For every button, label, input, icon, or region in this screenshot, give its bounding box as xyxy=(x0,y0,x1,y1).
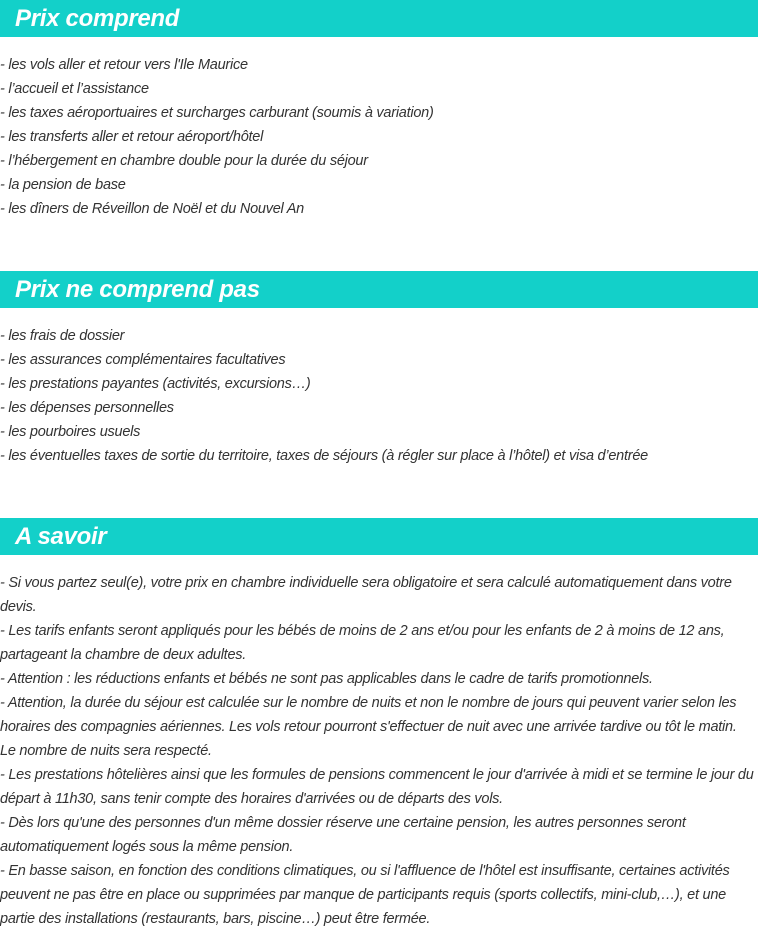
list-item: - la pension de base xyxy=(0,177,126,193)
list-item: - En basse saison, en fonction des conditions climatiques, ou si l'affluence de l'hôtel est insuffisante, certaines activités peuvent ne pas être en place ou supprimées par manque de participants requis (sports collectifs, mini-club,…), et une partie des installations (restaurants, bars, piscine…) peut être fermée. xyxy=(0,863,730,927)
list-item: - les dîners de Réveillon de Noël et du Nouvel An xyxy=(0,201,304,217)
list-item: - Dès lors qu'une des personnes d'un même dossier réserve une certaine pension, les autres personnes seront automatiquement logés sous la même pension. xyxy=(0,815,686,855)
list-item: - les assurances complémentaires facultatives xyxy=(0,352,286,368)
list-item: - l’hébergement en chambre double pour la durée du séjour xyxy=(0,153,368,169)
good-to-know-title: A savoir xyxy=(15,522,107,550)
price-includes-section xyxy=(0,0,758,221)
list-item: - les frais de dossier xyxy=(0,328,125,344)
list-item: - Attention, la durée du séjour est calculée sur le nombre de nuits et non le nombre de jours qui peuvent varier selon les horaires des compagnies aériennes. Les vols retour pourront s'effectuer de nuit avec une arrivée tardive ou tôt le matin. Le nombre de nuits sera respecté. xyxy=(0,695,737,759)
price-includes-header xyxy=(0,0,758,37)
good-to-know-section xyxy=(0,518,758,931)
list-item: - Si vous partez seul(e), votre prix en chambre individuelle sera obligatoire et sera calculé automatiquement dans votre devis. xyxy=(0,575,732,615)
good-to-know-list xyxy=(0,571,758,931)
list-item: - Les tarifs enfants seront appliqués pour les bébés de moins de 2 ans et/ou pour les enfants de 2 à moins de 12 ans, partageant la chambre de deux adultes. xyxy=(0,623,725,663)
list-item: - Les prestations hôtelières ainsi que les formules de pensions commencent le jour d'arrivée à midi et se termine le jour du départ à 11h30, sans tenir compte des horaires d'arrivées ou de départs des vols. xyxy=(0,767,754,807)
price-excludes-list xyxy=(0,324,758,468)
price-excludes-header xyxy=(0,271,758,308)
list-item: - les dépenses personnelles xyxy=(0,400,174,416)
price-excludes-title: Prix ne comprend pas xyxy=(15,275,260,303)
list-item: - les transferts aller et retour aéroport/hôtel xyxy=(0,129,264,145)
list-item: - les éventuelles taxes de sortie du territoire, taxes de séjours (à régler sur place à l’hôtel) et visa d’entrée xyxy=(0,448,648,464)
list-item: - les vols aller et retour vers l'Ile Maurice xyxy=(0,57,248,73)
list-item: - les taxes aéroportuaires et surcharges carburant (soumis à variation) xyxy=(0,105,434,121)
good-to-know-header xyxy=(0,518,758,555)
list-item: - Attention : les réductions enfants et bébés ne sont pas applicables dans le cadre de tarifs promotionnels. xyxy=(0,671,653,687)
list-item: - les pourboires usuels xyxy=(0,424,141,440)
list-item: - les prestations payantes (activités, excursions…) xyxy=(0,376,311,392)
price-includes-list xyxy=(0,53,758,221)
price-includes-title: Prix comprend xyxy=(15,4,180,32)
list-item: - l’accueil et l’assistance xyxy=(0,81,149,97)
price-excludes-section xyxy=(0,271,758,468)
